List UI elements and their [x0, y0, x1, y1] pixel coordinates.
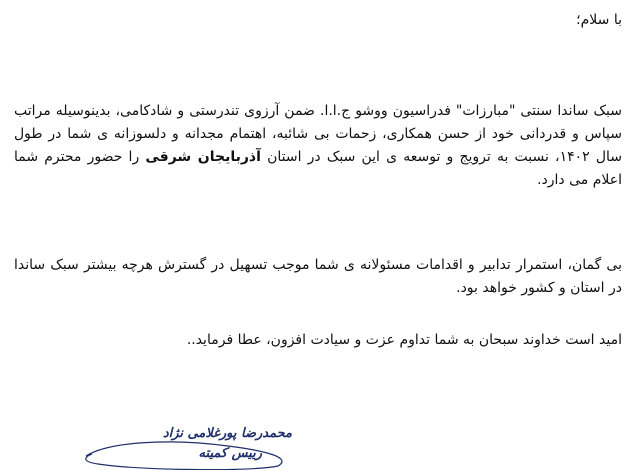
letter-paragraph-2: بی گمان، استمرار تدابیر و اقدامات مسئولانه ی شما موجب تسهیل در گسترش هرچه بیشتر سبک ساندا در استان و کشور خواهد بود. [14, 257, 622, 296]
paragraph-1-text-b: را حضور محترم شما اعلام می دارد. [14, 149, 622, 188]
paragraph-1-text-a: سبک ساندا سنتی "مبارزات" فدراسیون ووشو ج.ا.ا. ضمن آرزوی تندرستی و شادکامی، بدینوسیله مراتب سپاس و قدردانی خود از حسن همکاری، زحمات بی شائبه، اهتمام مجدانه و دلسوزانه ی شما در طول سال ۱۴۰۲، نسبت به ترویج و توسعه ی این سبک در استان [14, 103, 622, 165]
letter-greeting: با سلام؛ [576, 12, 622, 28]
letter-paragraph-1 [14, 100, 622, 192]
signature-block [78, 420, 298, 470]
letter-paragraph-3: امید است خداوند سبحان به شما تداوم عزت و سیادت افزون، عطا فرماید.. [186, 332, 622, 348]
signature-title: رییس کمیته [198, 446, 262, 461]
province-name: آذربایجان شرقی [145, 149, 261, 165]
signature-name: محمدرضا پورغلامی نژاد [162, 426, 292, 441]
